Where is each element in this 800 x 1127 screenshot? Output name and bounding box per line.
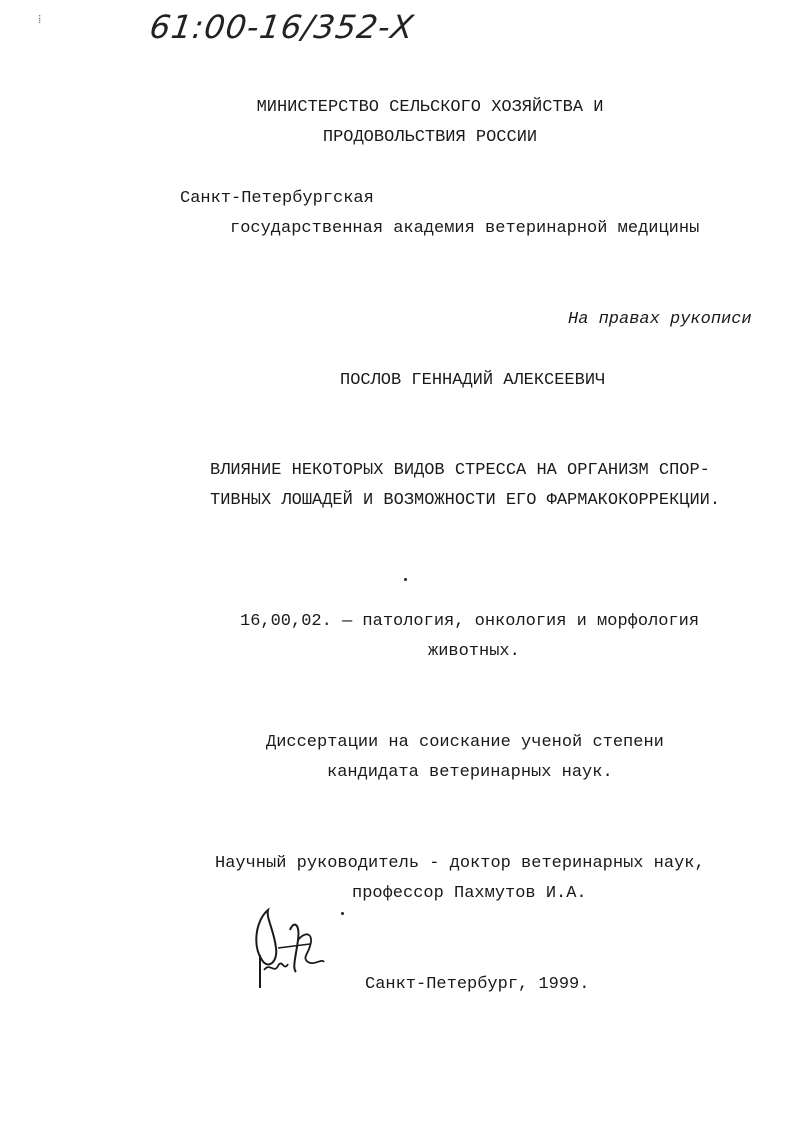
scan-margin-mark: ⁞ [38,12,42,26]
degree-line-2: кандидата ветеринарных наук. [327,763,613,782]
supervisor-signature [238,900,348,995]
ministry-line-1: МИНИСТЕРСТВО СЕЛЬСКОГО ХОЗЯЙСТВА И [256,98,604,117]
place-and-year: Санкт-Петербург, 1999. [365,975,590,994]
academy-line-2: государственная академия ветеринарной медицины [230,219,700,238]
specialty-line-2: животных. [428,642,520,661]
supervisor-line-1: Научный руководитель - доктор ветеринарных наук, [215,854,705,873]
archive-code: 61:00-16/352-Х [147,8,417,46]
dissertation-title-line-2: ТИВНЫХ ЛОШАДЕЙ И ВОЗМОЖНОСТИ ЕГО ФАРМАКОКОРРЕКЦИИ. [210,491,721,510]
supervisor-line-2: профессор Пахмутов И.А. [352,884,587,903]
degree-line-1: Диссертации на соискание ученой степени [266,733,664,752]
author-name: ПОСЛОВ ГЕННАДИЙ АЛЕКСЕЕВИЧ [340,371,606,390]
specialty-line-1: 16,00,02. — патология, онкология и морфология [240,612,700,631]
scan-dot [404,578,407,581]
academy-line-1: Санкт-Петербургская [180,189,374,208]
dissertation-title-line-1: ВЛИЯНИЕ НЕКОТОРЫХ ВИДОВ СТРЕССА НА ОРГАНИЗМ СПОР- [210,461,710,480]
ministry-line-2: ПРОДОВОЛЬСТВИЯ РОССИИ [322,128,538,147]
manuscript-note: На правах рукописи [568,310,752,329]
